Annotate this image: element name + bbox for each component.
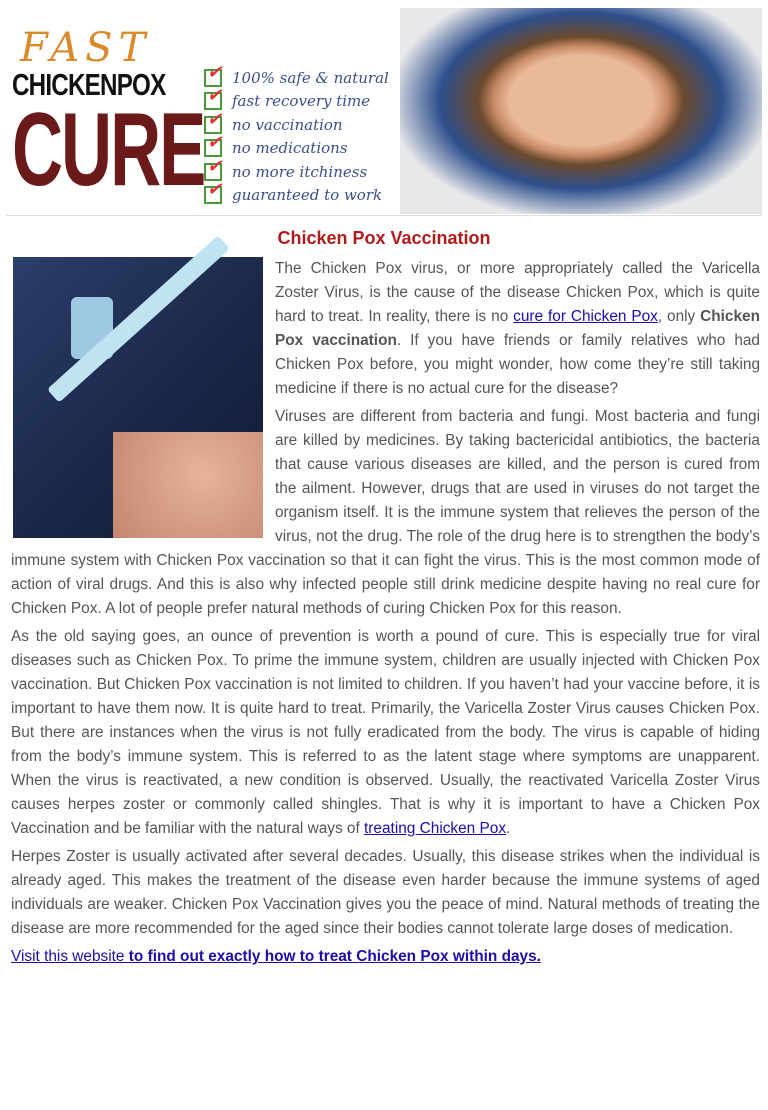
paragraph-2: Viruses are different from bacteria and fungi. Most bacteria and fungi are killed by medicines. By taking bactericidal antibiotics, the bacteria that cause various diseases are killed, and the person is cured from the ailment. However, drugs that are used in viruses do not target the organism itself. It is the immune system that relieves the person of the virus, not the drug. The role of the drug here is to strengthen the body’s immune system with Chicken Pox vaccination so that it can fight the virus. This is the most common mode of action of viral drugs. And this is also why infected people still drink medicine despite having no real cure for Chicken Pox. A lot of people prefer natural methods of curing Chicken Pox for this reason. (11, 408, 760, 617)
article-title: Chicken Pox Vaccination (277, 228, 491, 248)
logo-cure: CURE (12, 92, 205, 208)
checklist-item: ✔ guaranteed to work (204, 184, 389, 208)
checkbox-check-icon (204, 139, 222, 157)
checkbox-check-icon (204, 69, 222, 87)
checkbox-check-icon (204, 186, 222, 204)
cure-link[interactable]: cure for Chicken Pox (513, 308, 658, 325)
cta (11, 945, 760, 969)
logo-chickenpox: CHICKENPOX (12, 67, 166, 102)
checkbox-check-icon (204, 116, 222, 134)
checkbox-check-icon (204, 163, 222, 181)
checklist-item: ✔ no medications (204, 137, 389, 161)
checklist-item: ✔ fast recovery time (204, 90, 389, 114)
vaccine-syringe-image (13, 257, 263, 538)
checklist-item: ✔ 100% safe & natural (204, 66, 389, 90)
feature-checklist (204, 66, 389, 207)
logo (12, 25, 205, 208)
visit-website-link[interactable]: Visit this website to find out exactly how to treat Chicken Pox within days. (11, 948, 541, 965)
checkbox-check-icon (204, 92, 222, 110)
header-banner (6, 0, 762, 216)
checklist-item: ✔ no more itchiness (204, 160, 389, 184)
article-body (0, 257, 768, 969)
rash-skin-shape (113, 432, 263, 538)
checklist-item: ✔ no vaccination (204, 113, 389, 137)
logo-fast: FAST (20, 25, 152, 71)
paragraph-4: Herpes Zoster is usually activated after several decades. Usually, this disease strikes when the individual is already aged. This makes the treatment of the disease even harder because the immune systems of aged individuals are weaker. Chicken Pox Vaccination gives you the peace of mind. Natural methods of treating the disease are more recommended for the aged since their bodies cannot tolerate large doses of medication. (11, 848, 760, 937)
paragraph-1: The Chicken Pox virus, or more appropriately called the Varicella Zoster Virus, is the cause of the disease Chicken Pox, which is quite hard to treat. In reality, there is no cure for Chicken Pox, only Chicken Pox vaccination. If you have friends or family relatives who had Chicken Pox before, you might wonder, how come they’re still taking medicine if there is no actual cure for the disease? (275, 260, 761, 397)
treating-link[interactable]: treating Chicken Pox (364, 820, 507, 837)
child-photo (400, 8, 762, 214)
paragraph-3: As the old saying goes, an ounce of prevention is worth a pound of cure. This is especially true for viral diseases such as Chicken Pox. To prime the immune system, children are usually injected with Chicken Pox vaccination. But Chicken Pox vaccination is not limited to children. If you haven’t had your vaccine before, it is important to have them now. It is quite hard to treat. Primarily, the Varicella Zoster Virus causes Chicken Pox. But there are instances when the virus is not fully eradicated from the body. The virus is capable of hiding from the body’s immune system. This is referred to as the latent stage where symptoms are unapparent. When the virus is reactivated, a new condition is observed. Usually, the reactivated Varicella Zoster Virus causes herpes zoster or commonly called shingles. That is why it is important to have a Chicken Pox Vaccination and be familiar with the natural ways of treating Chicken Pox. (11, 628, 760, 837)
